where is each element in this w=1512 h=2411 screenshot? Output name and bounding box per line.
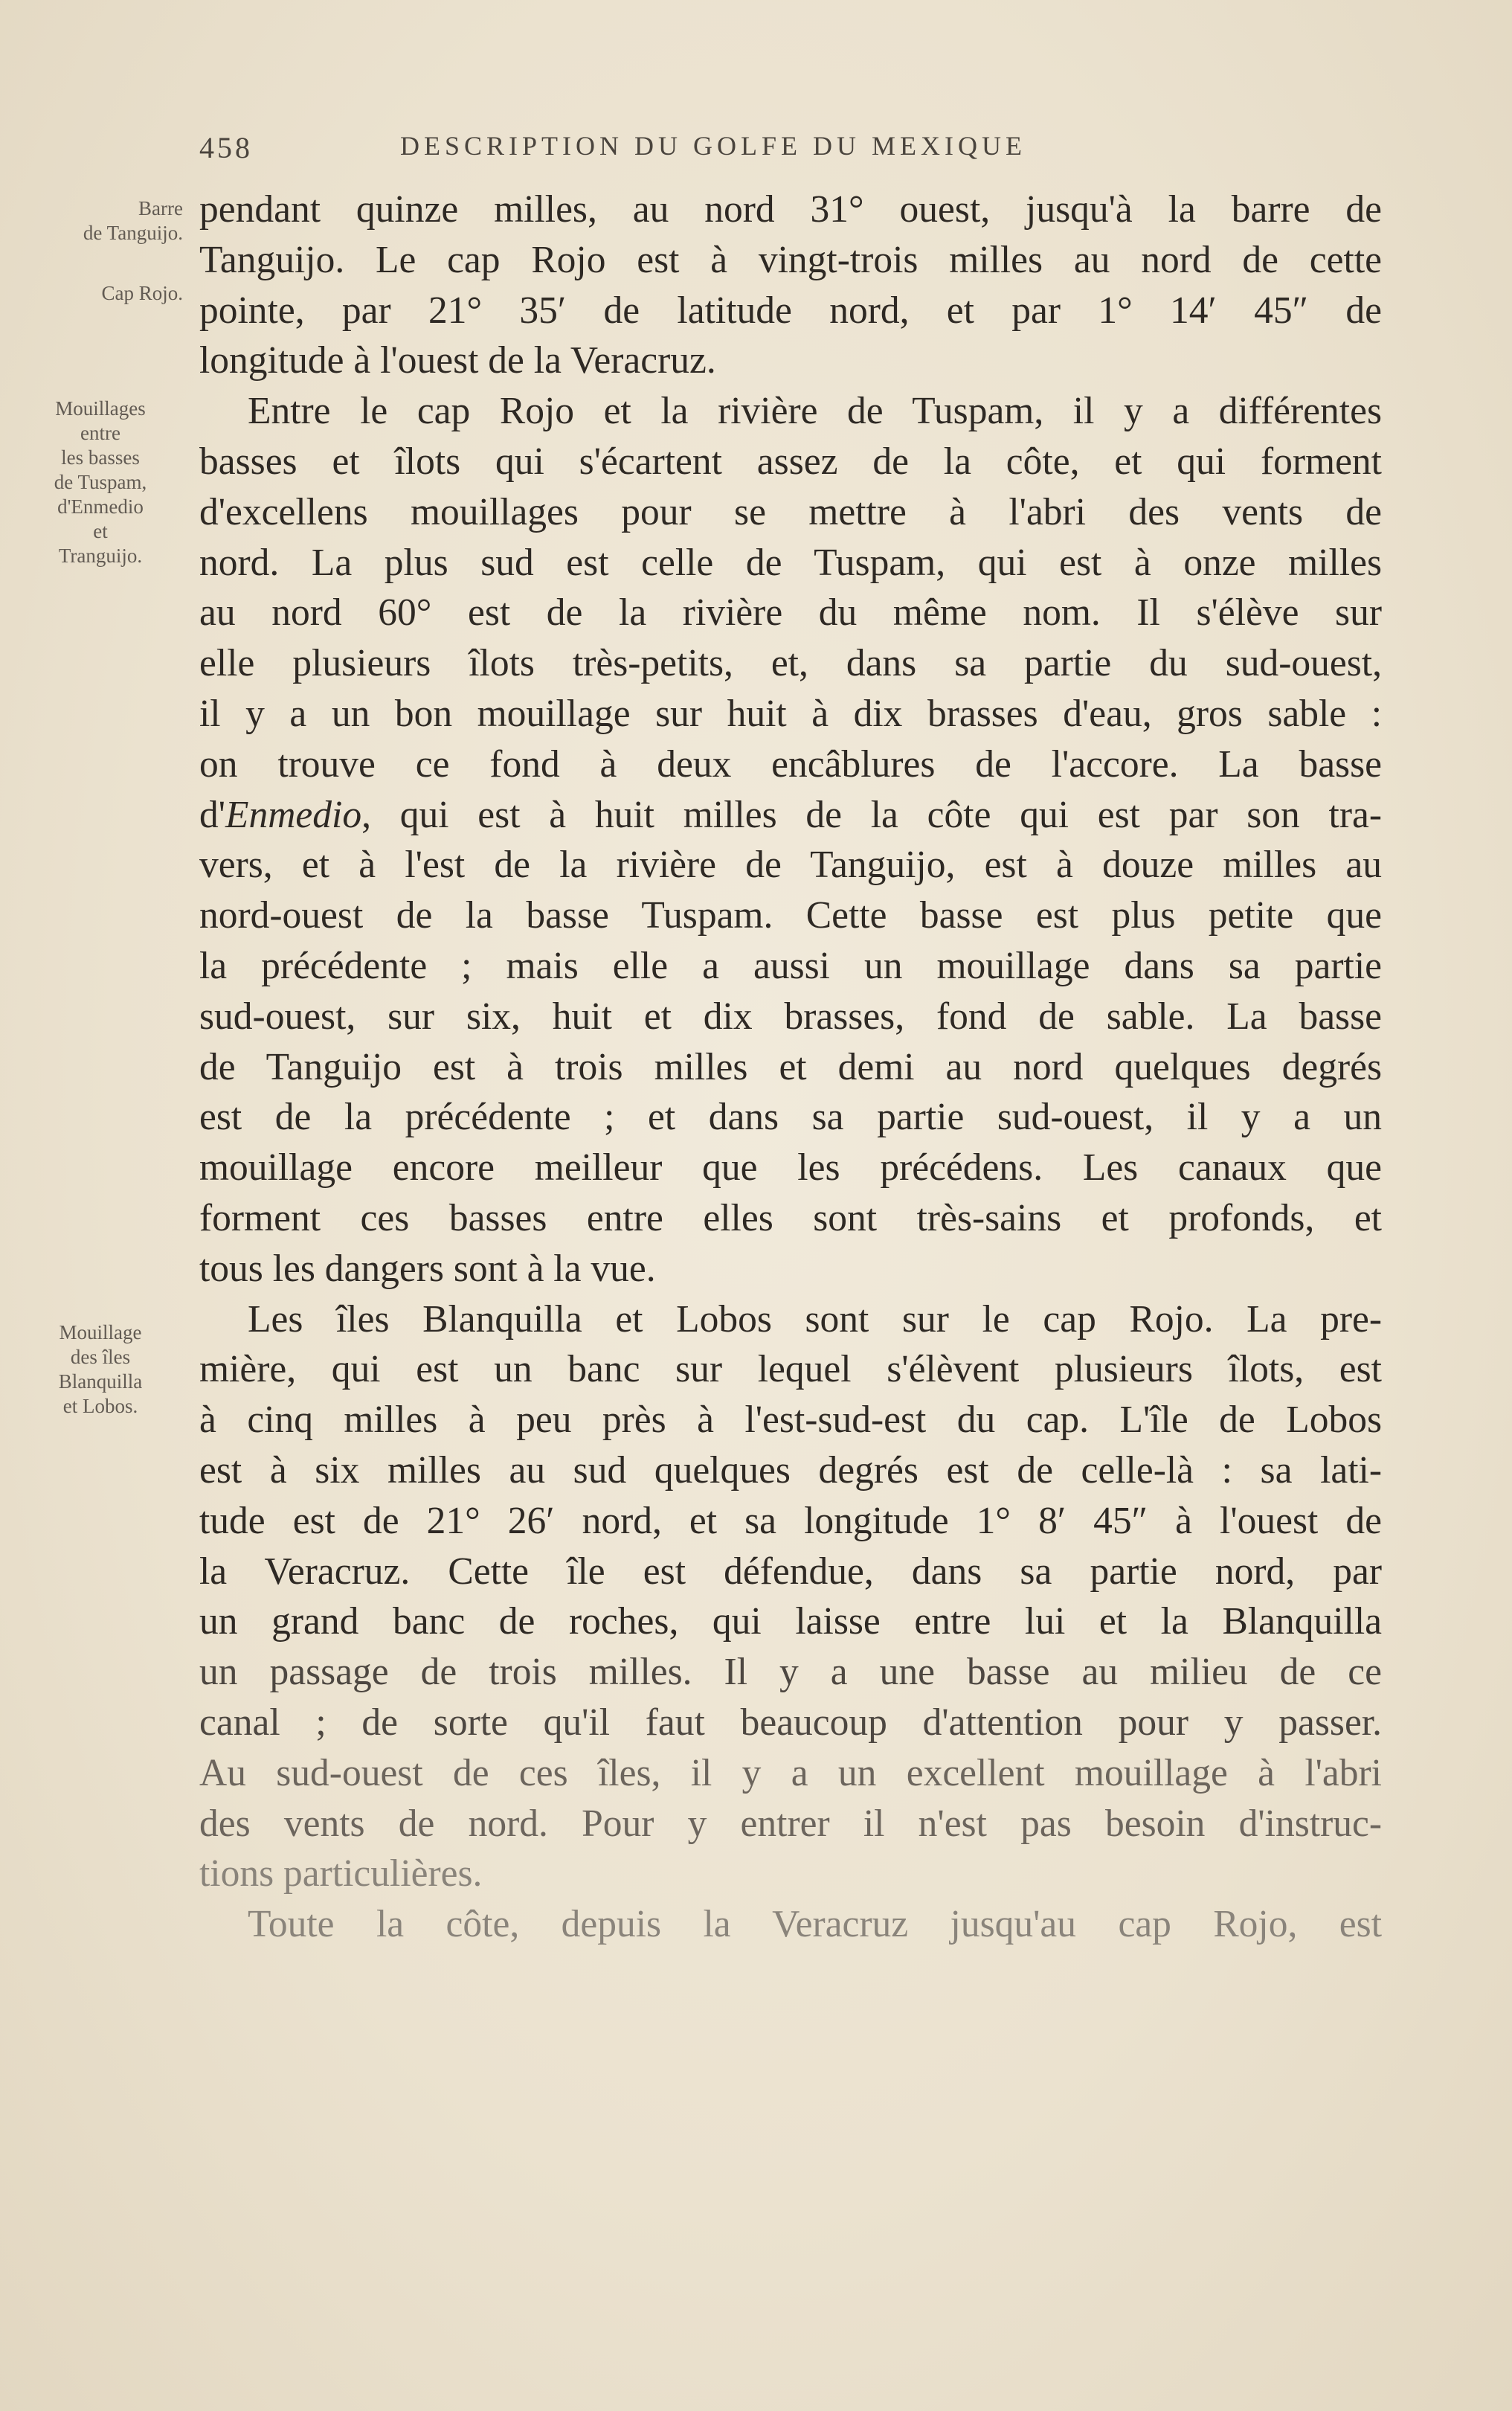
text-segment: , qui est à huit milles de la côte qui est par son tra-	[361, 793, 1382, 836]
text-line: la Veracruz. Cette île est défendue, dans sa partie nord, par	[199, 1550, 1382, 1593]
margin-note-line: Mouillage	[59, 1321, 142, 1343]
text-line: un passage de trois milles. Il y a une basse au milieu de ce	[199, 1651, 1382, 1694]
text-line: nord. La plus sud est celle de Tuspam, qui est à onze milles	[199, 541, 1382, 584]
margin-note-mouillages-entre-les-basses	[15, 397, 186, 568]
text-line: pointe, par 21° 35′ de latitude nord, et par 1° 14′ 45″ de	[199, 289, 1382, 332]
text-line: d'excellens mouillages pour se mettre à l'abri des vents de	[199, 490, 1382, 533]
text-line: Tanguijo. Le cap Rojo est à vingt-trois milles au nord de cette	[199, 238, 1382, 281]
margin-note-line: et	[93, 520, 108, 542]
margin-note-line: Blanquilla	[58, 1370, 143, 1393]
text-line: nord-ouest de la basse Tuspam. Cette basse est plus petite que	[199, 894, 1382, 937]
page-number: 458	[199, 131, 253, 164]
text-line: tous les dangers sont à la vue.	[199, 1247, 656, 1290]
margin-note-line: Cap Rojo.	[101, 282, 183, 304]
text-line: à cinq milles à peu près à l'est-sud-est du cap. L'île de Lobos	[199, 1399, 1382, 1442]
text-line: tude est de 21° 26′ nord, et sa longitude 1° 8′ 45″ à l'ouest de	[199, 1499, 1382, 1542]
text-line: canal ; de sorte qu'il faut beaucoup d'attention pour y passer.	[199, 1701, 1382, 1744]
running-title: DESCRIPTION DU GOLFE DU MEXIQUE	[400, 131, 1026, 161]
text-line: sud-ouest, sur six, huit et dix brasses, fond de sable. La basse	[199, 995, 1382, 1038]
text-line: est de la précédente ; et dans sa partie sud-ouest, il y a un	[199, 1096, 1382, 1139]
text-line: un grand banc de roches, qui laisse entre lui et la Blanquilla	[199, 1600, 1382, 1643]
text-line: tions particulières.	[199, 1852, 483, 1895]
body-text	[199, 184, 1382, 1950]
text-line: Au sud-ouest de ces îles, il y a un excellent mouillage à l'abri	[199, 1751, 1382, 1794]
margin-note-line: et Lobos.	[62, 1395, 138, 1417]
margin-note-barre-de-tanguijo	[15, 196, 186, 245]
margin-note-line: de Tuspam,	[54, 471, 147, 493]
text-line: il y a un bon mouillage sur huit à dix brasses d'eau, gros sable :	[199, 692, 1382, 735]
text-line: mouillage encore meilleur que les précédens. Les canaux que	[199, 1146, 1382, 1190]
text-line: Les îles Blanquilla et Lobos sont sur le cap Rojo. La pre-	[248, 1297, 1382, 1341]
text-line: est à six milles au sud quelques degrés est de celle-là : sa lati-	[199, 1448, 1382, 1492]
margin-note-cap-rojo	[15, 281, 186, 306]
text-line: Toute la côte, depuis la Veracruz jusqu'au cap Rojo, est	[248, 1903, 1382, 1946]
margin-note-line: de Tanguijo.	[83, 222, 183, 244]
text-line: basses et îlots qui s'écartent assez de la côte, et qui forment	[199, 440, 1382, 483]
place-name-enmedio: Enmedio	[225, 793, 362, 836]
text-line: au nord 60° est de la rivière du même nom. Il s'élève sur	[199, 591, 1382, 635]
margin-note-mouillage-des-iles	[15, 1320, 186, 1419]
margin-note-line: d'Enmedio	[57, 495, 144, 518]
page-header	[199, 130, 1382, 175]
text-line: on trouve ce fond à deux encâblures de l'accore. La basse	[199, 742, 1382, 786]
margin-note-line: Mouillages	[55, 397, 146, 420]
text-line: Entre le cap Rojo et la rivière de Tuspam, il y a différentes	[248, 390, 1382, 433]
text-line: elle plusieurs îlots très-petits, et, dans sa partie du sud-ouest,	[199, 642, 1382, 685]
text-line	[199, 790, 1382, 841]
text-line: vers, et à l'est de la rivière de Tanguijo, est à douze milles au	[199, 844, 1382, 887]
text-line: longitude à l'ouest de la Veracruz.	[199, 339, 716, 382]
text-line: forment ces basses entre elles sont très-sains et profonds, et	[199, 1196, 1382, 1239]
text-line: des vents de nord. Pour y entrer il n'est pas besoin d'instruc-	[199, 1802, 1382, 1845]
margin-note-line: des îles	[70, 1346, 131, 1368]
text-line: pendant quinze milles, au nord 31° ouest, jusqu'à la barre de	[199, 188, 1382, 231]
margin-note-line: entre	[80, 422, 120, 444]
text-line: de Tanguijo est à trois milles et demi au nord quelques degrés	[199, 1045, 1382, 1088]
margin-note-line: Tranguijo.	[58, 545, 143, 567]
text-segment: d'	[199, 793, 226, 836]
margin-note-line: Barre	[138, 197, 183, 219]
text-line: mière, qui est un banc sur lequel s'élèvent plusieurs îlots, est	[199, 1348, 1382, 1391]
margin-note-line: les basses	[61, 446, 140, 469]
text-line: la précédente ; mais elle a aussi un mouillage dans sa partie	[199, 944, 1382, 987]
